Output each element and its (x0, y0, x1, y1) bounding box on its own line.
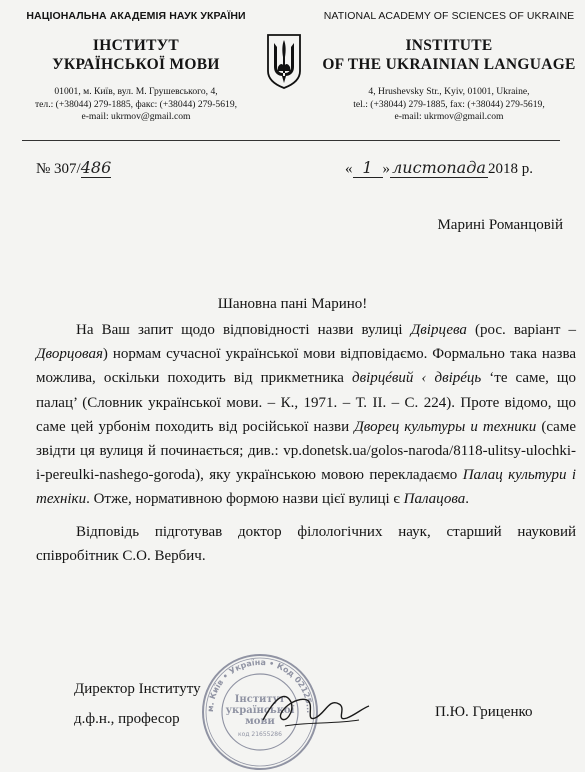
stamp-center-line3: мови (245, 716, 275, 727)
reference-handwritten-number: 486 (80, 158, 112, 177)
address-en (318, 86, 580, 124)
letter-body (36, 318, 576, 568)
reference-number (36, 158, 111, 178)
institute-name-ua-line2: УКРАЇНСЬКОЇ МОВИ (52, 56, 220, 73)
p1-italic-f: двірцéвий ‹ двірéць (351, 370, 482, 387)
p1-italic-l: Палацова (403, 491, 466, 508)
letterhead-en (318, 10, 580, 124)
date-month: листопада (390, 158, 488, 178)
header-divider (22, 140, 560, 141)
date-close-quote: » (382, 161, 390, 177)
addressee: Марині Романцовій (437, 217, 563, 233)
address-ua (0, 86, 272, 124)
institute-name-en-line1: INSTITUTE (405, 37, 493, 54)
signatory-title-line1: Директор Інституту (74, 681, 201, 697)
p1-text-m: . (465, 491, 470, 508)
address-ua-line1: 01001, м. Київ, вул. М. Грушевського, 4, (54, 86, 218, 97)
date-year: 2018 р. (488, 161, 533, 177)
p1-text-k: . Отже, нормативною формою назви цієї вулиці є (86, 491, 404, 508)
p1-italic-h: Дворец культуры и техники (354, 418, 537, 435)
signatory-name: П.Ю. Гриценко (435, 704, 533, 720)
letterhead-ua (0, 10, 272, 124)
email-ua: e-mail: ukrmov@gmail.com (81, 111, 191, 122)
stamp-code: код 21655286 (238, 731, 282, 738)
address-en-line1: 4, Hrushevsky Str., Kyiv, 01001, Ukraine, (368, 86, 530, 97)
signatory-title-line2: д.ф.н., професор (74, 711, 180, 727)
salutation: Шановна пані Марино! (217, 296, 368, 312)
signatory-title (74, 674, 201, 734)
email-en: e-mail: ukrmov@gmail.com (394, 111, 504, 122)
p1-italic-d: Дворцовая (36, 346, 103, 363)
address-en-line2: tel.: (+38044) 279-1885, fax: (+38044) 279-5619, (353, 98, 545, 110)
institute-name-ua-line1: ІНСТИТУТ (92, 37, 180, 54)
stamp-center-line2: української (225, 705, 295, 716)
p1-text-c: (рос. варіант – (466, 322, 577, 338)
p1-italic-b: Двірцева (410, 322, 467, 338)
p1-text-a: На Ваш запит щодо відповідності назви вулиці (76, 322, 411, 338)
date-open-quote: « (345, 161, 353, 177)
stamp-center-line1: Інститут (234, 694, 286, 705)
p1-text-g: ‘те саме, що палац’ (Словник української мови. – К., 1971. – Т. ІІ. – С. 224). Проте відомо, що саме цей урбонім походить від російської назви (36, 370, 576, 435)
trident-emblem-icon (266, 33, 302, 89)
body-paragraph-2: Відповідь підготував доктор філологічних наук, старший науковий співробітник С.О. Вербич. (36, 523, 576, 564)
institute-name-en (318, 36, 580, 74)
reference-prefix: № 307/ (36, 161, 81, 177)
p1-text-i: (саме звідти ця вулиця й починається; див.: vp.donetsk.ua/golos-naroda/8118-ulitsy-ulochki-i-pereulki-nashego-goroda), яку українською мовою перекладаємо (36, 418, 576, 484)
p1-text-e: ) нормам сучасної української мови відповідаємо. Формально така назва можлива, оскільки походить від прикметника (36, 346, 576, 387)
academy-name-ua: НАЦІОНАЛЬНА АКАДЕМІЯ НАУК УКРАЇНИ (26, 10, 246, 22)
institute-name-ua (0, 36, 272, 74)
body-paragraph-1 (36, 318, 576, 512)
institute-name-en-line2: OF THE UKRAINIAN LANGUAGE (322, 56, 576, 73)
academy-name-en: NATIONAL ACADEMY OF SCIENCES OF UKRAINE (323, 10, 575, 22)
address-ua-line2: тел.: (+38044) 279-1885, факс: (+38044) 279-5619, (34, 98, 238, 110)
p1-italic-j: Палац культури і техніки (36, 467, 576, 508)
stamp-ring-text: м. Київ • Україна • Код 02125... (205, 657, 315, 714)
date-day: 1 (353, 158, 383, 178)
handwritten-signature (255, 678, 375, 738)
letter-date (345, 158, 533, 178)
